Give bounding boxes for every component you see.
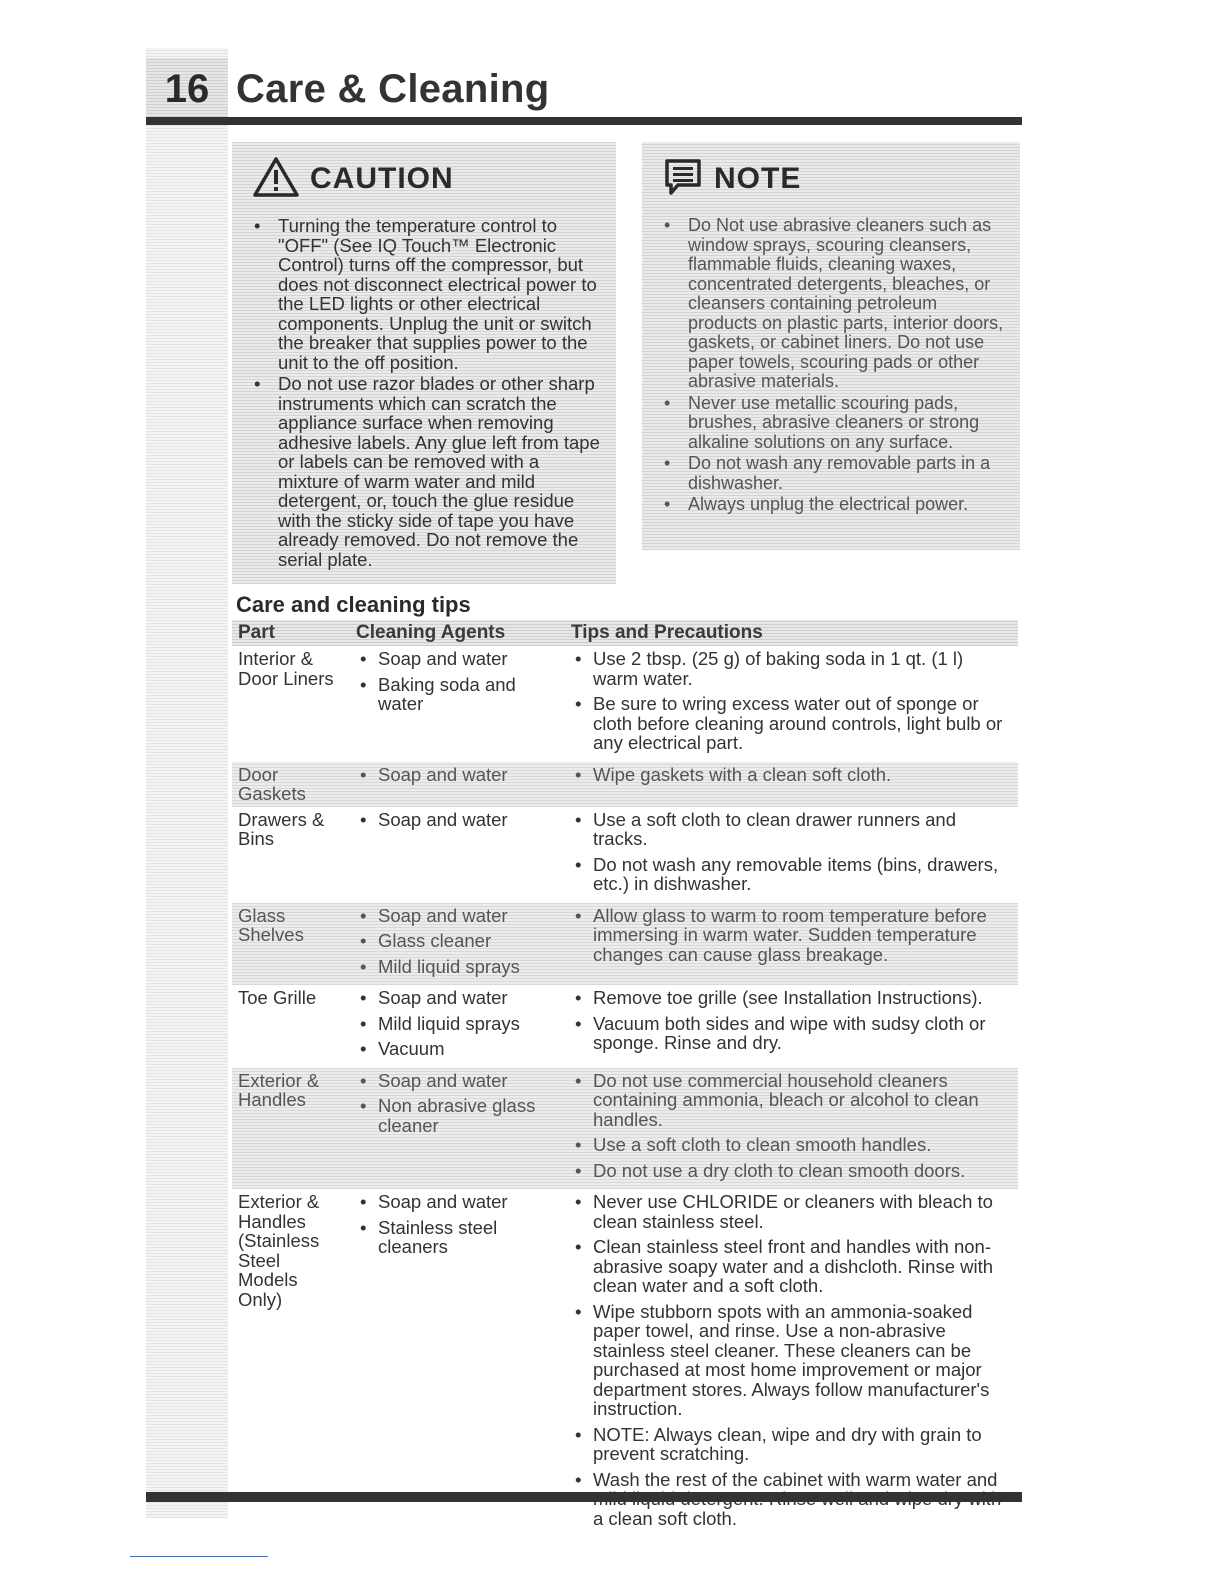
note-item: • Do Not use abrasive cleaners such as window sprays, scouring cleansers, flammable fluids, cleaning waxes, concentrated detergents, bleaches, or cleansers containing petroleum products on plastic parts, interior doors, gaskets, or cabinet liners. Do not use paper towels, scouring pads or other abrasive materials. [664, 216, 1006, 392]
left-sidebar-band [146, 48, 228, 1518]
agents-cell [350, 985, 565, 1068]
agents-cell [350, 807, 565, 903]
tip-item: • Clean stainless steel front and handles with non-abrasive soapy water and a dishcloth. Rinse with clean water and a soft cloth. [571, 1237, 1012, 1296]
tip-item: • Use a soft cloth to clean drawer runners and tracks. [571, 810, 1012, 849]
column-header-part: Part [232, 620, 350, 646]
note-item: • Always unplug the electrical power. [664, 495, 1006, 515]
tip-item: • Be sure to wring excess water out of sponge or cloth before cleaning around controls, light bulb or any electrical part. [571, 694, 1012, 753]
agent-item: • Stainless steel cleaners [356, 1218, 559, 1257]
footer-link-line [130, 1556, 268, 1557]
table-row [232, 1189, 1018, 1537]
table-header-row [232, 620, 1018, 646]
tips-cell [565, 646, 1018, 762]
warning-triangle-icon [252, 156, 300, 203]
note-icon [662, 156, 704, 203]
note-item: • Do not wash any removable parts in a dishwasher. [664, 454, 1006, 493]
caution-item: • Turning the temperature control to "OFF" (See IQ Touch™ Electronic Control) turns off the compressor, but does not disconnect electrical power to the LED lights or other electrical components. Unplug the unit or switch the breaker that supplies power to the unit to the off position. [254, 216, 602, 372]
tips-section-title: Care and cleaning tips [236, 592, 471, 617]
agents-cell [350, 762, 565, 807]
table-row [232, 1068, 1018, 1190]
tips-cell [565, 985, 1018, 1068]
agent-item: • Soap and water [356, 810, 559, 830]
tips-cell [565, 1068, 1018, 1190]
part-cell: Door Gaskets [232, 762, 350, 807]
caution-item: • Do not use razor blades or other sharp instruments which can scratch the appliance surface when removing adhesive labels. Any glue left from tape or labels can be removed with a mixture of warm water and mild detergent, or, touch the glue residue with the sticky side of tape you have already removed. Do not remove the serial plate. [254, 374, 602, 569]
note-header [642, 142, 1020, 216]
agents-cell [350, 1068, 565, 1190]
page-number: 16 [146, 58, 228, 120]
agent-item: • Soap and water [356, 649, 559, 669]
table-row [232, 985, 1018, 1068]
note-list [642, 216, 1020, 515]
caution-list [232, 216, 616, 569]
tip-item: • Do not wash any removable items (bins, drawers, etc.) in dishwasher. [571, 855, 1012, 894]
tip-item: • Wipe stubborn spots with an ammonia-soaked paper towel, and rinse. Use a non-abrasive stainless steel cleaner. These cleaners can be purchased at most home improvement or major department stores. Always follow manufacturer's instruction. [571, 1302, 1012, 1419]
agent-item: • Mild liquid sprays [356, 957, 559, 977]
agent-item: • Vacuum [356, 1039, 559, 1059]
table-row [232, 903, 1018, 986]
part-cell: Glass Shelves [232, 903, 350, 986]
part-cell: Interior & Door Liners [238, 648, 334, 689]
agent-item: • Soap and water [356, 1192, 559, 1212]
tip-item: • Wipe gaskets with a clean soft cloth. [571, 765, 1012, 785]
caution-header [232, 142, 616, 216]
agent-item: • Non abrasive glass cleaner [356, 1096, 559, 1135]
agent-item: • Glass cleaner [356, 931, 559, 951]
part-cell: Toe Grille [238, 987, 317, 1008]
agents-cell [350, 646, 565, 762]
part-cell: Exterior & Handles (Stainless Steel Models Only) [238, 1191, 320, 1310]
column-header-tips: Tips and Precautions [565, 620, 1018, 646]
agent-item: • Soap and water [356, 988, 559, 1008]
tips-cell [565, 762, 1018, 807]
tips-cell [565, 903, 1018, 986]
note-item: • Never use metallic scouring pads, brushes, abrasive cleaners or strong alkaline solutions on any surface. [664, 394, 1006, 453]
tip-item: • Wash the rest of the cabinet with warm water and a clean soft cloth. [571, 1470, 1012, 1529]
caution-box [232, 142, 616, 584]
tip-item: • Use a soft cloth to clean smooth handles. [571, 1135, 1012, 1155]
table-row [232, 646, 1018, 762]
note-box [642, 142, 1020, 550]
tips-cell [565, 1189, 1018, 1537]
care-tips-table [232, 620, 1018, 1537]
caution-heading: CAUTION [310, 162, 454, 195]
agents-cell [350, 903, 565, 986]
agent-item: • Mild liquid sprays [356, 1014, 559, 1034]
tip-item: • Use 2 tbsp. (25 g) of baking soda in 1 qt. (1 l) warm water. [571, 649, 1012, 688]
column-header-cleaning-agents: Cleaning Agents [350, 620, 565, 646]
tip-item: • Remove toe grille (see Installation Instructions). [571, 988, 1012, 1008]
agent-item: • Soap and water [356, 1071, 559, 1091]
agent-item: • Baking soda and water [356, 675, 559, 714]
tip-item: • NOTE: Always clean, wipe and dry with grain to prevent scratching. [571, 1425, 1012, 1464]
tip-item: • Do not use commercial household cleaners containing ammonia, bleach or alcohol to clean handles. [571, 1071, 1012, 1130]
tip-item: • Vacuum both sides and wipe with sudsy cloth or sponge. Rinse and dry. [571, 1014, 1012, 1053]
table-row [232, 807, 1018, 903]
page-title: Care & Cleaning [236, 66, 550, 111]
tip-item: • Allow glass to warm to room temperature before immersing in warm water. Sudden temperature changes can cause glass breakage. [571, 906, 1012, 965]
agent-item: • Soap and water [356, 765, 559, 785]
note-heading: NOTE [714, 162, 802, 195]
header-rule [146, 117, 1022, 125]
tips-cell [565, 807, 1018, 903]
page-header [146, 58, 1026, 120]
tip-item: • Do not use a dry cloth to clean smooth doors. [571, 1161, 1012, 1181]
agent-item: • Soap and water [356, 906, 559, 926]
table-row [232, 762, 1018, 807]
part-cell: Exterior & Handles [232, 1068, 350, 1190]
agents-cell [350, 1189, 565, 1537]
footer-rule [146, 1492, 1022, 1502]
part-cell: Drawers & Bins [238, 808, 325, 849]
tip-item: • Never use CHLORIDE or cleaners with bleach to clean stainless steel. [571, 1192, 1012, 1231]
